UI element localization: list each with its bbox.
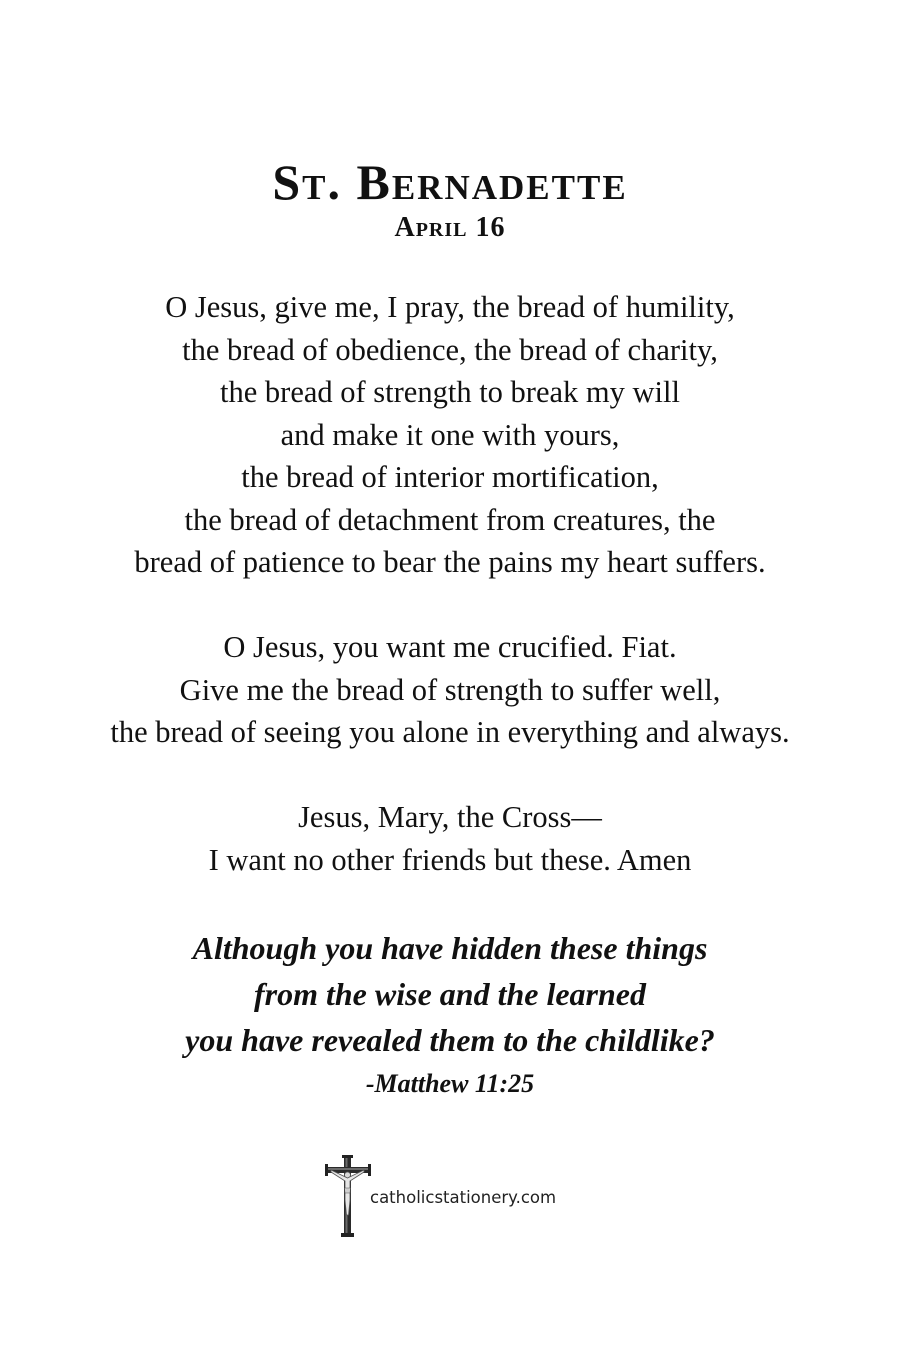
prayer-stanza-3 <box>0 796 900 881</box>
prayer-stanza-2 <box>0 626 900 754</box>
prayer-line: and make it one with yours, <box>280 417 620 452</box>
prayer-line: the bread of seeing you alone in everything and always. <box>110 715 790 749</box>
prayer-line: Give me the bread of strength to suffer well, <box>179 672 721 707</box>
prayer-stanza-1 <box>0 286 900 584</box>
prayer-line: bread of patience to bear the pains my heart suffers. <box>134 545 766 579</box>
feast-date: April 16 <box>394 212 506 243</box>
prayer-line: I want no other friends but these. Amen <box>208 842 692 877</box>
prayer-line: the bread of detachment from creatures, the <box>184 502 716 537</box>
prayer-line: O Jesus, give me, I pray, the bread of humility, <box>165 290 735 324</box>
verse-line: you have revealed them to the childlike? <box>185 1022 715 1058</box>
verse-citation: -Matthew 11:25 <box>365 1069 535 1098</box>
page-title: St. Bernadette <box>272 154 628 210</box>
prayer-line: the bread of interior mortification, <box>241 460 659 494</box>
scripture-verse <box>0 925 900 1063</box>
prayer-line: O Jesus, you want me crucified. Fiat. <box>223 630 677 664</box>
prayer-line: the bread of obedience, the bread of charity, <box>182 332 718 367</box>
crucifix-icon <box>325 1155 371 1237</box>
prayer-line: the bread of strength to break my will <box>220 375 680 409</box>
verse-line: Although you have hidden these things <box>192 930 708 966</box>
verse-line: from the wise and the learned <box>253 976 646 1012</box>
website-link: catholicstationery.com <box>370 1188 557 1207</box>
footer-brand <box>325 1155 585 1237</box>
prayer-line: Jesus, Mary, the Cross— <box>298 800 602 834</box>
